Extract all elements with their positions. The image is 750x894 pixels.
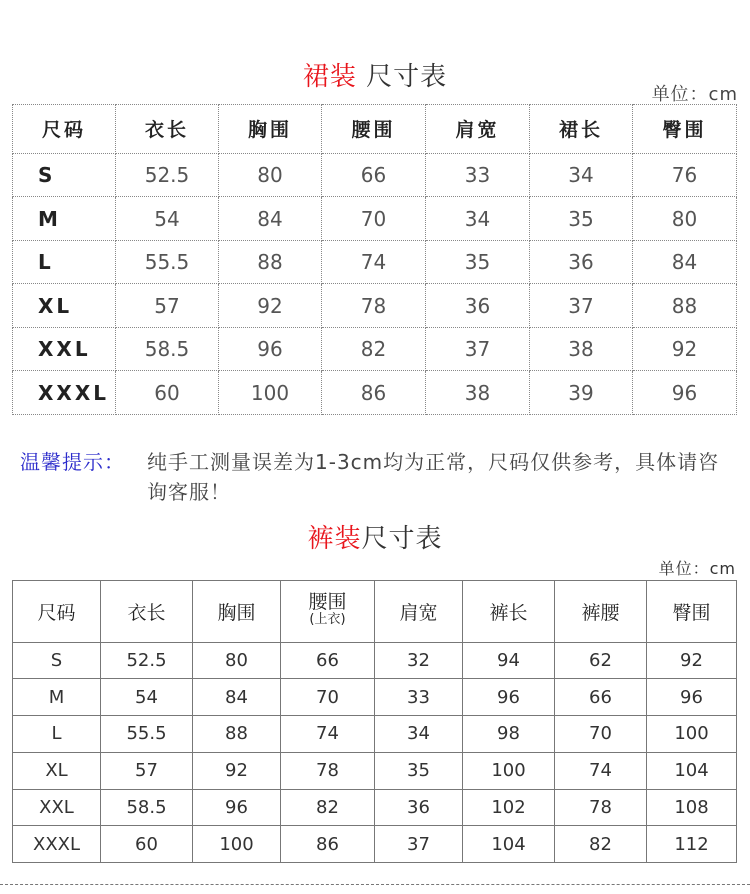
pants-value-cell: 60 [101, 826, 193, 863]
dress-table-row [13, 153, 737, 197]
dress-header-cell: 腰围 [322, 105, 426, 154]
dress-value-cell: 70 [322, 197, 426, 241]
pants-value-cell: 104 [463, 826, 555, 863]
pants-value-cell: 34 [375, 716, 463, 753]
pants-value-cell: 82 [281, 789, 375, 826]
dress-value-cell: 92 [633, 327, 737, 371]
dress-size-cell: XXXL [13, 371, 116, 415]
pants-value-cell: 58.5 [101, 789, 193, 826]
pants-table-row [13, 789, 737, 826]
dress-table-row [13, 284, 737, 328]
pants-header-cell: 衣长 [101, 581, 193, 643]
pants-size-table [12, 580, 737, 863]
waist-header-stack [308, 593, 346, 629]
pants-value-cell: 92 [193, 752, 281, 789]
dress-value-cell: 76 [633, 153, 737, 197]
dress-value-cell: 55.5 [116, 240, 219, 284]
pants-header-cell [281, 581, 375, 643]
dress-value-cell: 86 [322, 371, 426, 415]
pants-value-cell: 100 [193, 826, 281, 863]
pants-table-row [13, 642, 737, 679]
pants-title-black: 尺寸表 [361, 524, 443, 554]
pants-value-cell: 74 [281, 716, 375, 753]
pants-title-red: 裤装 [307, 524, 362, 554]
pants-value-cell: 78 [555, 789, 647, 826]
dress-value-cell: 84 [633, 240, 737, 284]
pants-header-cell: 臀围 [647, 581, 737, 643]
pants-header-cell: 胸围 [193, 581, 281, 643]
dress-value-cell: 35 [426, 240, 530, 284]
pants-value-cell: 84 [193, 679, 281, 716]
pants-unit-label: 单位：cm [658, 559, 736, 578]
dress-value-cell: 84 [219, 197, 322, 241]
pants-value-cell: 96 [193, 789, 281, 826]
pants-header-row [13, 581, 737, 643]
dress-value-cell: 34 [530, 153, 633, 197]
pants-value-cell: 54 [101, 679, 193, 716]
tip-text: 纯手工测量误差为1-3cm均为正常，尺码仅供参考，具体请咨询客服！ [147, 450, 720, 504]
dress-size-cell: XXL [13, 327, 116, 371]
pants-table-row [13, 679, 737, 716]
dress-value-cell: 80 [219, 153, 322, 197]
dress-value-cell: 88 [633, 284, 737, 328]
dress-value-cell: 57 [116, 284, 219, 328]
pants-size-cell: XXXL [13, 826, 101, 863]
pants-value-cell: 96 [647, 679, 737, 716]
pants-value-cell: 35 [375, 752, 463, 789]
dress-header-cell: 裙长 [530, 105, 633, 154]
dress-value-cell: 36 [426, 284, 530, 328]
dress-header-cell: 尺码 [13, 105, 116, 154]
dress-value-cell: 100 [219, 371, 322, 415]
pants-value-cell: 80 [193, 642, 281, 679]
pants-value-cell: 100 [647, 716, 737, 753]
pants-header-cell: 裤长 [463, 581, 555, 643]
dress-value-cell: 35 [530, 197, 633, 241]
pants-value-cell: 100 [463, 752, 555, 789]
pants-value-cell: 33 [375, 679, 463, 716]
dress-value-cell: 96 [219, 327, 322, 371]
dress-value-cell: 88 [219, 240, 322, 284]
dress-table-row [13, 197, 737, 241]
pants-value-cell: 62 [555, 642, 647, 679]
pants-header-cell: 肩宽 [375, 581, 463, 643]
dress-value-cell: 38 [530, 327, 633, 371]
pants-value-cell: 78 [281, 752, 375, 789]
pants-value-cell: 96 [463, 679, 555, 716]
dress-value-cell: 96 [633, 371, 737, 415]
dress-size-cell: M [13, 197, 116, 241]
dress-size-table [12, 104, 737, 415]
pants-value-cell: 98 [463, 716, 555, 753]
pants-value-cell: 32 [375, 642, 463, 679]
dress-header-cell: 臀围 [633, 105, 737, 154]
pants-value-cell: 66 [281, 642, 375, 679]
pants-size-cell: M [13, 679, 101, 716]
pants-value-cell: 70 [555, 716, 647, 753]
dress-value-cell: 80 [633, 197, 737, 241]
pants-size-chart-title [0, 518, 750, 555]
pants-header-cell: 尺码 [13, 581, 101, 643]
pants-value-cell: 94 [463, 642, 555, 679]
dress-value-cell: 78 [322, 284, 426, 328]
dress-value-cell: 54 [116, 197, 219, 241]
dress-size-cell: XL [13, 284, 116, 328]
pants-value-cell: 108 [647, 789, 737, 826]
dress-value-cell: 52.5 [116, 153, 219, 197]
pants-value-cell: 102 [463, 789, 555, 826]
tip-label: 温馨提示： [20, 450, 125, 474]
dress-header-cell: 衣长 [116, 105, 219, 154]
dress-header-cell: 肩宽 [426, 105, 530, 154]
waist-header-sub: (上衣) [309, 612, 346, 628]
dress-value-cell: 34 [426, 197, 530, 241]
pants-value-cell: 55.5 [101, 716, 193, 753]
dress-value-cell: 66 [322, 153, 426, 197]
dress-size-chart-title [0, 56, 750, 93]
dress-value-cell: 38 [426, 371, 530, 415]
pants-size-cell: L [13, 716, 101, 753]
waist-header-label: 腰围 [308, 591, 347, 614]
dress-table-row [13, 371, 737, 415]
dress-value-cell: 33 [426, 153, 530, 197]
dress-unit-label: 单位：cm [651, 84, 738, 105]
pants-value-cell: 52.5 [101, 642, 193, 679]
bottom-divider [0, 884, 750, 885]
pants-value-cell: 92 [647, 642, 737, 679]
dress-value-cell: 37 [426, 327, 530, 371]
pants-value-cell: 66 [555, 679, 647, 716]
pants-size-cell: S [13, 642, 101, 679]
pants-value-cell: 70 [281, 679, 375, 716]
pants-header-cell: 裤腰 [555, 581, 647, 643]
dress-title-red: 裙装 [302, 62, 357, 92]
pants-table-row [13, 826, 737, 863]
dress-value-cell: 60 [116, 371, 219, 415]
pants-value-cell: 112 [647, 826, 737, 863]
dress-title-black: 尺寸表 [356, 62, 448, 92]
dress-value-cell: 92 [219, 284, 322, 328]
pants-value-cell: 104 [647, 752, 737, 789]
dress-value-cell: 82 [322, 327, 426, 371]
dress-value-cell: 36 [530, 240, 633, 284]
dress-size-cell: L [13, 240, 116, 284]
dress-size-cell: S [13, 153, 116, 197]
dress-table-row [13, 327, 737, 371]
pants-value-cell: 57 [101, 752, 193, 789]
pants-size-cell: XL [13, 752, 101, 789]
dress-header-cell: 胸围 [219, 105, 322, 154]
pants-table-row [13, 716, 737, 753]
pants-value-cell: 88 [193, 716, 281, 753]
pants-value-cell: 86 [281, 826, 375, 863]
dress-value-cell: 58.5 [116, 327, 219, 371]
pants-value-cell: 36 [375, 789, 463, 826]
pants-value-cell: 82 [555, 826, 647, 863]
dress-value-cell: 37 [530, 284, 633, 328]
dress-value-cell: 39 [530, 371, 633, 415]
size-tip [20, 447, 740, 507]
pants-value-cell: 37 [375, 826, 463, 863]
pants-size-cell: XXL [13, 789, 101, 826]
dress-header-row [13, 105, 737, 154]
pants-value-cell: 74 [555, 752, 647, 789]
dress-table-row [13, 240, 737, 284]
dress-value-cell: 74 [322, 240, 426, 284]
pants-table-row [13, 752, 737, 789]
